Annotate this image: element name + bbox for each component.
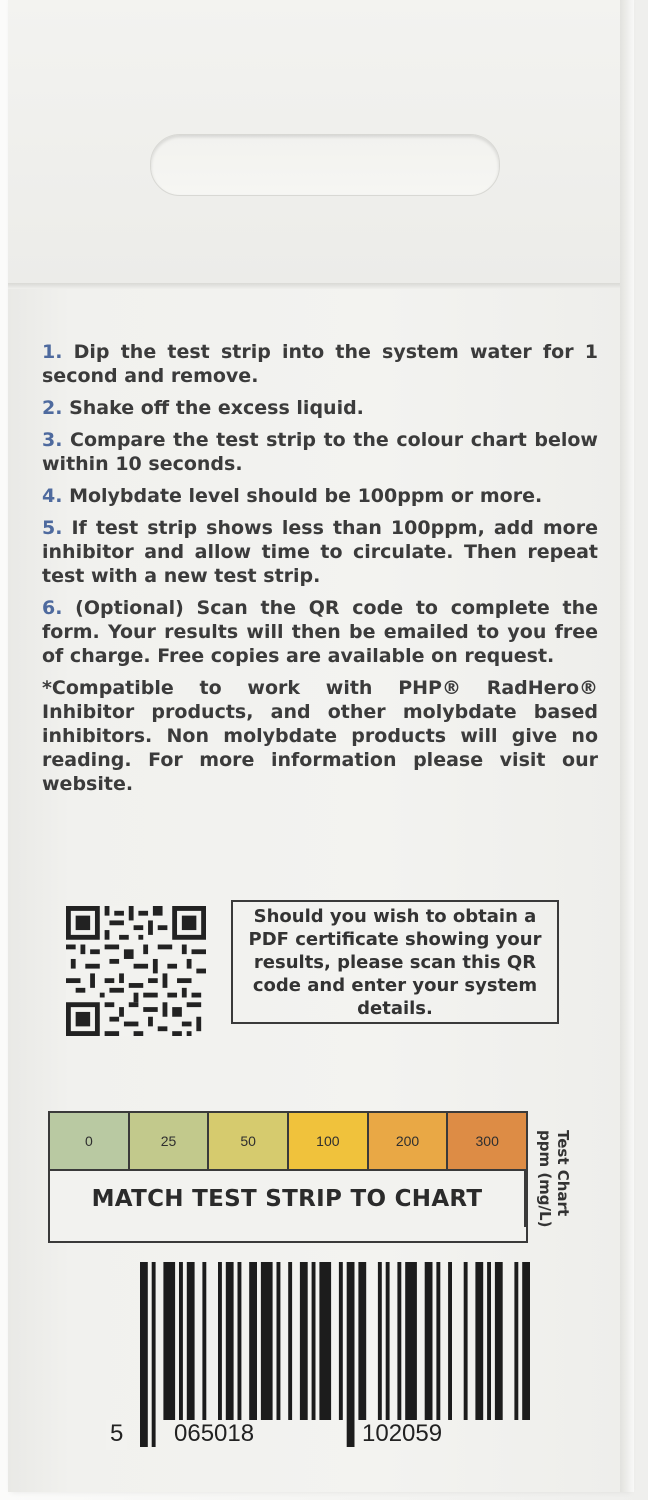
step-4 bbox=[42, 484, 598, 508]
barcode-bar bbox=[405, 1262, 417, 1420]
chart-side-text bbox=[536, 1130, 572, 1227]
step-2 bbox=[42, 396, 598, 420]
barcode-bar bbox=[378, 1262, 382, 1420]
barcode-bar bbox=[487, 1262, 491, 1420]
step-1 bbox=[42, 340, 598, 388]
chart-side-label bbox=[528, 1124, 588, 1244]
step-number: 3. bbox=[42, 429, 63, 451]
compatibility-note: *Compatible to work with PHP® RadHero® Inhibitor products, and other molybdate based inhibitors. Non molybdate products will give no reading. For more information please visit our website. bbox=[42, 677, 598, 795]
barcode-bar bbox=[514, 1262, 518, 1420]
swatch-0: 0 bbox=[50, 1113, 130, 1169]
barcode-bar bbox=[448, 1262, 452, 1420]
step-3 bbox=[42, 428, 598, 476]
barcode-bar bbox=[140, 1262, 148, 1447]
match-row bbox=[50, 1171, 526, 1227]
step-number: 2. bbox=[42, 397, 63, 419]
barcode-bar bbox=[277, 1262, 281, 1420]
step-text: If test strip shows less than 100ppm, add more inhibitor and allow time to circulate. Then repeat test with a new test strip. bbox=[42, 517, 598, 587]
barcode-bar bbox=[397, 1262, 401, 1420]
barcode-bar bbox=[312, 1262, 316, 1420]
barcode-bar bbox=[218, 1262, 222, 1420]
barcode-bar bbox=[238, 1262, 242, 1420]
step-6 bbox=[42, 596, 598, 668]
barcode-bar bbox=[436, 1262, 440, 1420]
barcode-bar bbox=[347, 1262, 355, 1447]
step-5 bbox=[42, 516, 598, 588]
step-number: 5. bbox=[42, 517, 63, 539]
barcode-bar bbox=[464, 1262, 468, 1420]
barcode-bar bbox=[522, 1262, 530, 1420]
step-text: Molybdate level should be 100ppm or more. bbox=[62, 485, 543, 507]
barcode-bar bbox=[202, 1262, 206, 1420]
step-number: 6. bbox=[42, 597, 63, 619]
barcode-bar bbox=[300, 1262, 308, 1420]
step-text: Compare the test strip to the colour chart below within 10 seconds. bbox=[42, 429, 598, 475]
fold-line bbox=[8, 283, 628, 289]
barcode-bar bbox=[425, 1262, 433, 1420]
barcode-bar bbox=[249, 1262, 257, 1420]
step-text: Dip the test strip into the system water for 1 second and remove. bbox=[42, 341, 598, 387]
barcode-bar bbox=[163, 1262, 175, 1420]
barcode-bar bbox=[386, 1262, 390, 1420]
certificate-text: Should you wish to obtain a PDF certificate showing your results, please scan this QR code and enter your system details. bbox=[248, 905, 542, 1019]
swatch-100: 100 bbox=[289, 1113, 369, 1169]
chart-side-unit: ppm (mg/L) bbox=[536, 1130, 554, 1228]
qr-code bbox=[66, 906, 206, 1036]
barcode-bar bbox=[495, 1262, 503, 1420]
match-label: MATCH TEST STRIP TO CHART bbox=[91, 1186, 483, 1212]
swatch-row bbox=[50, 1113, 526, 1171]
barcode bbox=[102, 1262, 532, 1462]
barcode-digits-left: 065018 bbox=[170, 1420, 258, 1450]
barcode-bar bbox=[288, 1262, 292, 1420]
barcode-bar bbox=[261, 1262, 273, 1420]
certificate-info-box bbox=[231, 900, 559, 1024]
box-edge-shade bbox=[620, 0, 634, 1492]
step-number: 4. bbox=[42, 485, 63, 507]
barcode-bar bbox=[475, 1262, 483, 1420]
chart-side-title: Test Chart bbox=[554, 1130, 572, 1217]
swatch-50: 50 bbox=[209, 1113, 289, 1169]
swatch-200: 200 bbox=[369, 1113, 449, 1169]
barcode-digit-first: 5 bbox=[106, 1420, 127, 1450]
swatch-300: 300 bbox=[448, 1113, 526, 1169]
barcode-bar bbox=[339, 1262, 343, 1420]
step-number: 1. bbox=[42, 341, 63, 363]
barcode-digits-right: 102059 bbox=[358, 1420, 446, 1450]
step-text: Shake off the excess liquid. bbox=[62, 397, 364, 419]
barcode-bar bbox=[187, 1262, 195, 1420]
barcode-bar bbox=[319, 1262, 331, 1420]
barcode-bar bbox=[179, 1262, 183, 1420]
color-chart bbox=[48, 1111, 528, 1243]
swatch-25: 25 bbox=[130, 1113, 210, 1169]
barcode-bar bbox=[226, 1262, 234, 1420]
barcode-bar bbox=[152, 1262, 156, 1447]
step-text: (Optional) Scan the QR code to complete the form. Your results will then be emailed to you free of charge. Free copies are available on request. bbox=[42, 597, 598, 667]
instructions-text bbox=[42, 340, 598, 796]
hang-hole bbox=[150, 134, 500, 196]
